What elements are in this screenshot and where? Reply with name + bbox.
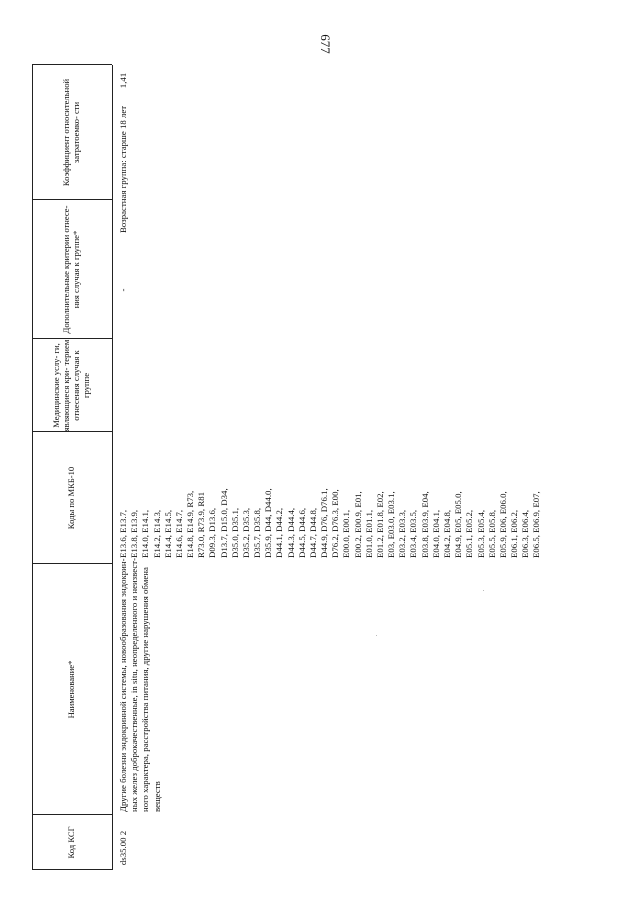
icd-code-line: D35.2, D35.3, [240, 507, 251, 558]
icd-code-line: R73.0, R73.9, R81 [196, 492, 207, 558]
icd-code-line: E01.0, E01.1, [363, 509, 374, 558]
icd-code-line: D44.7, D44.8, [307, 507, 318, 558]
icd-code-line: E03.2, E03.3, [397, 509, 408, 558]
icd-code-line: D44.9, D76, D76.1, [319, 488, 330, 558]
column-header-coefficient: Коэффициент относительной затратоемко- сти [61, 78, 81, 187]
icd-code-line: E14.4, E14.5, [162, 509, 173, 558]
icd-code-line: D09.3, D13.6, [207, 507, 218, 558]
icd-code-line: E00.0, E00.1, [341, 509, 352, 558]
ksg-name: Другие болезни эндокринной системы, новообразования эндокрин- ных желез доброкачественные, in situ, неопределенного и неизвест- ного характера, расстройства питания, другие нарушения обмена веществ [118, 557, 162, 812]
icd-code-line: D76.2, D76.3, E00, [330, 489, 341, 558]
icd-code-line: D44.5, D44.6, [296, 507, 307, 558]
icd-code-line: E04.0, E04.1, [430, 509, 441, 558]
icd-code-line: E01.2, E01.8, E02, [374, 491, 385, 558]
icd-code-line: E05.5, E05.8, [486, 509, 497, 558]
icd-code-line: E14.0, E14.1, [140, 509, 151, 558]
column-header-name: Наименование* [66, 660, 77, 719]
icd-code-line: E03.4, E03.5, [408, 509, 419, 558]
additional-criteria: Возрастная группа: старше 18 лет [118, 105, 128, 233]
icd-code-line: E13.6, E13.7, [118, 509, 128, 558]
icd-code-line: E05.3, E05.4, [475, 509, 486, 558]
icd-code-line: D35.9, D44, D44.0, [263, 488, 274, 558]
icd-code-line: E04.2, E04.8, [441, 509, 452, 558]
icd-code-line: E14.2, E14.3, [151, 509, 162, 558]
icd-codes [118, 428, 543, 558]
icd-code-line: E03.8, E03.9, E04, [419, 491, 430, 558]
icd-code-line: E03, E03.0, E03.1, [386, 491, 397, 558]
page-number: 677 [318, 34, 333, 54]
icd-code-line: E14.6, E14.7, [173, 509, 184, 558]
column-header-icd: Коды по МКБ-10 [66, 466, 77, 530]
ksg-table [32, 65, 612, 870]
icd-code-line: E14.8, E14.9, R73, [185, 490, 196, 558]
icd-code-line: E13.8, E13.9, [129, 509, 140, 558]
ksg-code: ds35.00 2 [118, 830, 128, 866]
column-header-code: Код КСГ [66, 826, 77, 859]
icd-code-line: E05.9, E06, E06.0, [497, 491, 508, 558]
icd-code-line: D35.7, D35.8, [252, 507, 263, 558]
icd-code-line: D35.0, D35.1, [229, 507, 240, 558]
icd-code-line: E00.2, E00.9, E01, [352, 491, 363, 558]
icd-code-line: E04.9, E05, E05.0, [453, 491, 464, 558]
icd-code-line: D13.7, D15.0, D34, [218, 488, 229, 558]
icd-code-line: E06.1, E06.2, [509, 509, 520, 558]
icd-code-line: E06.5, E06.9, E07, [531, 491, 542, 558]
icd-code-line: E06.3, E06.4, [520, 509, 531, 558]
relative-cost-coefficient: 1,41 [118, 72, 128, 89]
column-header-services: Медицинские услу- ги, являющиеся кри- терием отнесения случая к группе [51, 339, 91, 432]
icd-code-line: E05.1, E05.2, [464, 509, 475, 558]
medical-services: - [118, 288, 128, 292]
column-header-criteria: Дополнительные критерии отнесе- ния случая к группе* [61, 205, 81, 334]
icd-code-line: D44.1, D44.2, [274, 507, 285, 558]
icd-code-line: D44.3, D44.4, [285, 507, 296, 558]
